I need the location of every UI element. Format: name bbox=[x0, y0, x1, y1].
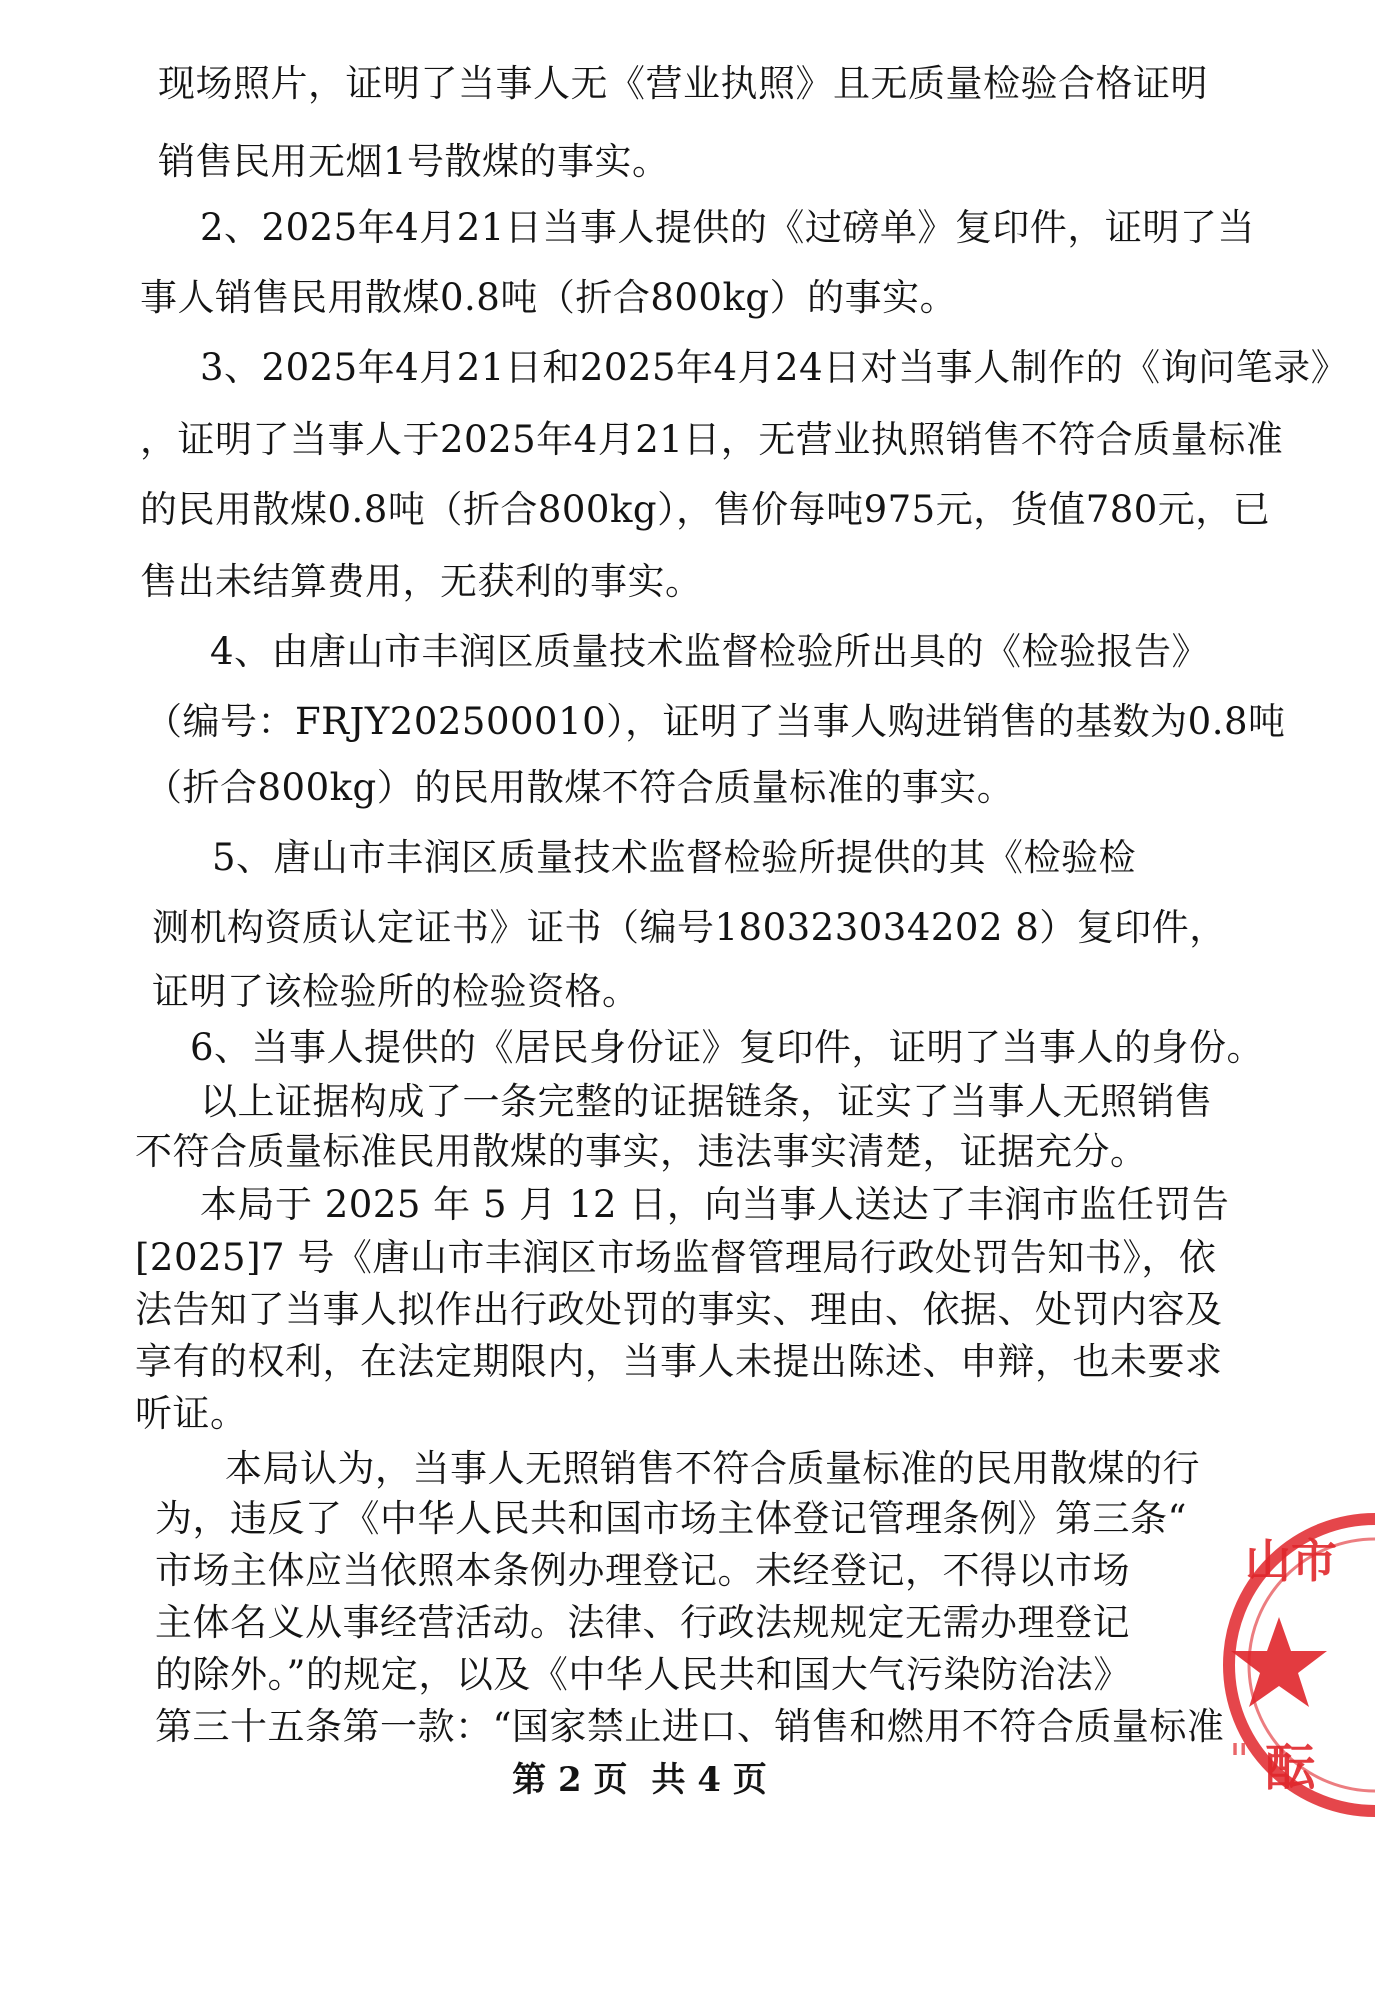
text-line: 第三十五条第一款：“国家禁止进口、销售和燃用不符合质量标准 bbox=[155, 1705, 1225, 1748]
red-seal-stamp bbox=[1215, 1505, 1375, 1825]
text-line: 事人销售民用散煤0.8吨（折合800kg）的事实。 bbox=[140, 276, 958, 319]
text-line: 证明了该检验所的检验资格。 bbox=[152, 970, 640, 1013]
text-line: [2025]7 号《唐山市丰润区市场监督管理局行政处罚告知书》，依 bbox=[135, 1236, 1217, 1279]
text-line: 法告知了当事人拟作出行政处罚的事实、理由、依据、处罚内容及 bbox=[135, 1288, 1223, 1331]
text-line: （编号：FRJY202500010），证明了当事人购进销售的基数为0.8吨 bbox=[145, 700, 1286, 743]
seal-star-icon bbox=[1231, 1617, 1327, 1707]
text-line: 6、当事人提供的《居民身份证》复印件，证明了当事人的身份。 bbox=[190, 1026, 1265, 1069]
page-number bbox=[0, 1760, 1279, 1800]
text-line: 本局于 2025 年 5 月 12 日，向当事人送达了丰润市监任罚告 bbox=[200, 1183, 1230, 1226]
text-line: 现场照片，证明了当事人无《营业执照》且无质量检验合格证明 bbox=[158, 62, 1208, 105]
text-line: 为，违反了《中华人民共和国市场主体登记管理条例》第三条“ bbox=[155, 1497, 1187, 1540]
text-line: 销售民用无烟1号散煤的事实。 bbox=[158, 140, 670, 183]
text-line: 3、2025年4月21日和2025年4月24日对当事人制作的《询问笔录》 bbox=[200, 346, 1349, 389]
text-line: 本局认为，当事人无照销售不符合质量标准的民用散煤的行 bbox=[225, 1447, 1200, 1490]
text-line: 4、由唐山市丰润区质量技术监督检验所出具的《检验报告》 bbox=[210, 630, 1210, 673]
text-line: 5、唐山市丰润区质量技术监督检验所提供的其《检验检 bbox=[212, 836, 1137, 879]
text-line: 市场主体应当依照本条例办理登记。未经登记，不得以市场 bbox=[155, 1549, 1130, 1592]
text-line: 售出未结算费用，无获利的事实。 bbox=[140, 560, 703, 603]
text-line: ，证明了当事人于2025年4月21日，无营业执照销售不符合质量标准 bbox=[140, 418, 1284, 461]
text-line: 主体名义从事经营活动。法律、行政法规规定无需办理登记 bbox=[155, 1601, 1130, 1644]
seal-text-top: 山市 bbox=[1245, 1534, 1337, 1588]
seal-text-bottom: 酝 bbox=[1265, 1738, 1315, 1797]
text-line: 以上证据构成了一条完整的证据链条，证实了当事人无照销售 bbox=[200, 1080, 1213, 1123]
text-line: 2、2025年4月21日当事人提供的《过磅单》复印件，证明了当 bbox=[200, 206, 1255, 249]
text-line: 不符合质量标准民用散煤的事实，违法事实清楚，证据充分。 bbox=[135, 1130, 1148, 1173]
page-number-current: 第 2 页 bbox=[512, 1760, 628, 1800]
text-line: 的民用散煤0.8吨（折合800kg），售价每吨975元，货值780元，已 bbox=[140, 488, 1271, 531]
page-number-total: 共 4 页 bbox=[651, 1760, 767, 1800]
text-line: 享有的权利，在法定期限内，当事人未提出陈述、申辩，也未要求 bbox=[135, 1340, 1223, 1383]
text-line: （折合800kg）的民用散煤不符合质量标准的事实。 bbox=[145, 766, 1015, 809]
text-line: 测机构资质认定证书》证书（编号180323034202 8）复印件， bbox=[152, 906, 1227, 949]
text-line: 听证。 bbox=[135, 1392, 248, 1435]
text-line: 的除外。”的规定，以及《中华人民共和国大气污染防治法》 bbox=[155, 1653, 1131, 1696]
svg-text:": " bbox=[1229, 1735, 1250, 1786]
